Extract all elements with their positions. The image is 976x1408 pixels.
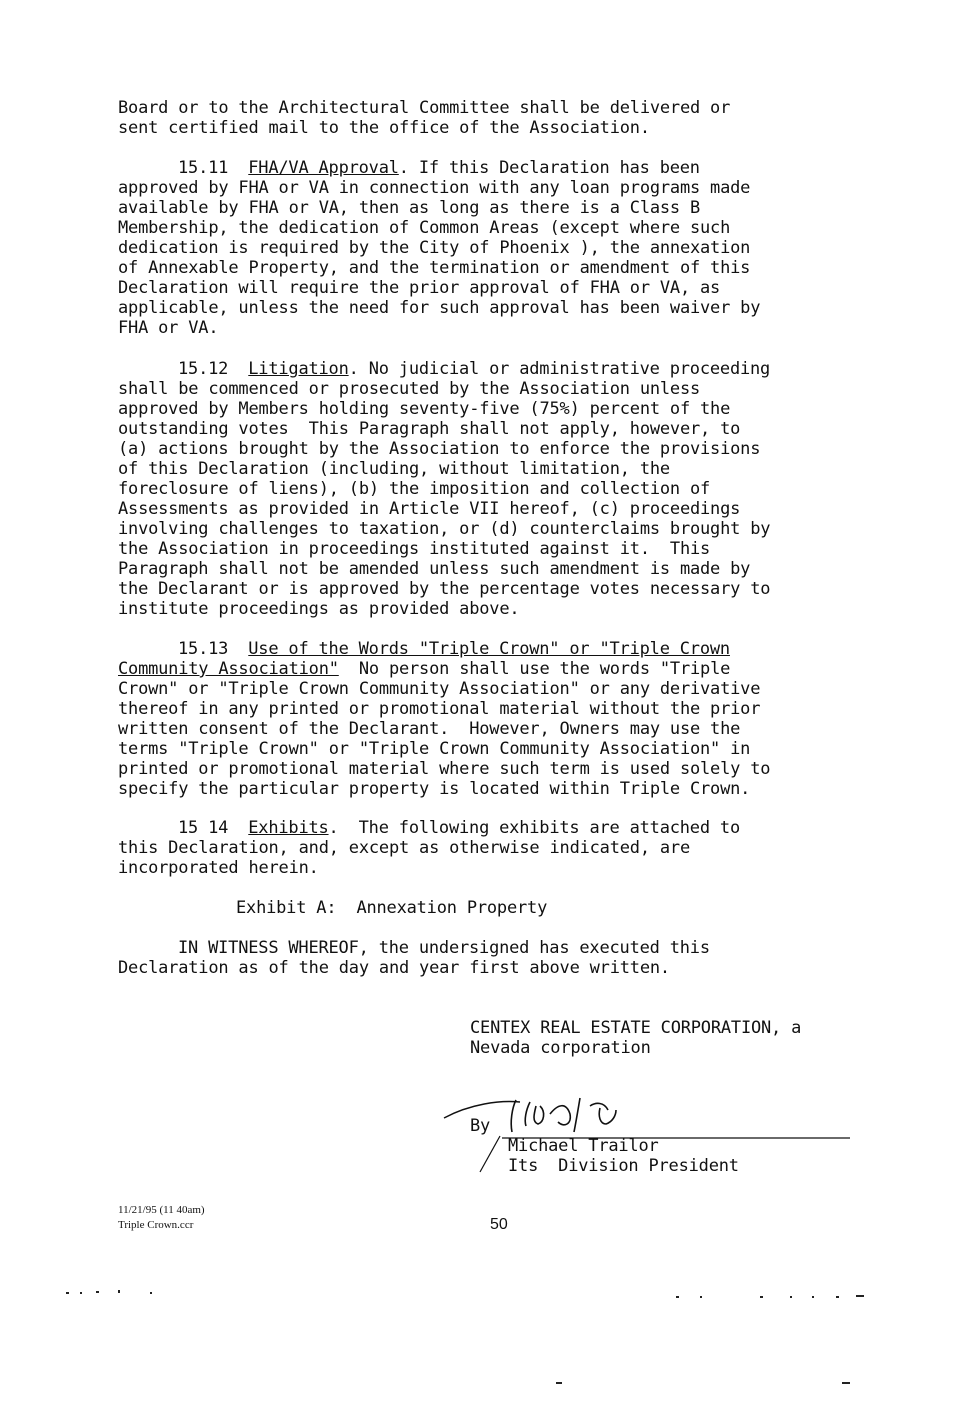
paragraph-line: thereof in any printed or promotional material without the prior [118, 699, 761, 719]
paragraph-line: (a) actions brought by the Association to enforce the provisions [118, 439, 761, 459]
page-number: 50 [490, 1216, 508, 1233]
paragraph-line: specify the particular property is located within Triple Crown. [118, 779, 751, 799]
paragraph-line: outstanding votes This Paragraph shall not apply, however, to [118, 419, 741, 439]
section-number: 15.12 [178, 359, 229, 379]
paragraph-line: foreclosure of liens), (b) the imposition and collection of [118, 479, 711, 499]
paragraph-line: Paragraph shall not be amended unless such amendment is made by [118, 559, 751, 579]
intro-line-1: Board or to the Architectural Committee shall be delivered or [118, 98, 731, 118]
section-number: 15.13 [178, 639, 229, 659]
paragraph-line: institute proceedings as provided above. [118, 599, 520, 619]
paragraph-line: the Association in proceedings instituted against it. This [118, 539, 711, 559]
footer-date-line: 11/21/95 (11 40am) [118, 1204, 205, 1216]
paragraph-line: terms "Triple Crown" or "Triple Crown Community Association" in [118, 739, 751, 759]
section-number: 15 14 [178, 818, 229, 838]
section-heading: Litigation [248, 359, 349, 379]
signer-name: Michael Trailor [508, 1136, 659, 1156]
section-first-line-text: . No judicial or administrative proceeding [348, 359, 771, 379]
exhibit-label: Exhibit A: [236, 898, 337, 918]
company-line-2: Nevada corporation [470, 1038, 651, 1058]
exhibit-title: Annexation Property [356, 898, 548, 918]
paragraph-line: this Declaration, and, except as otherwise indicated, are [118, 838, 690, 858]
paragraph-line: the Declarant or is approved by the percentage votes necessary to [118, 579, 771, 599]
by-label: By [470, 1116, 491, 1136]
section-first-line-text: . The following exhibits are attached to [328, 818, 740, 838]
paragraph-line: of Annexable Property, and the termination or amendment of this [118, 258, 751, 278]
section-heading-line-1: Use of the Words "Triple Crown" or "Triple Crown [248, 639, 730, 659]
paragraph-line: incorporated herein. [118, 858, 319, 878]
paragraph-line: dedication is required by the City of Phoenix ), the annexation [118, 238, 751, 258]
paragraph-line: shall be commenced or prosecuted by the Association unless [118, 379, 701, 399]
paragraph-line: FHA or VA. [118, 318, 219, 338]
paragraph-line: printed or promotional material where such term is used solely to [118, 759, 771, 779]
paragraph-line: approved by FHA or VA in connection with any loan programs made [118, 178, 751, 198]
paragraph-line: involving challenges to taxation, or (d) counterclaims brought by [118, 519, 771, 539]
section-first-line-text: . If this Declaration has been [398, 158, 700, 178]
paragraph-line: Assessments as provided in Article VII hereof, (c) proceedings [118, 499, 741, 519]
section-heading: Exhibits [248, 818, 329, 838]
section-heading-line-2: Community Association" [118, 659, 339, 679]
paragraph-line: Membership, the dedication of Common Areas (except where such [118, 218, 731, 238]
paragraph-line: available by FHA or VA, then as long as there is a Class B [118, 198, 701, 218]
intro-line-2: sent certified mail to the office of the Association. [118, 118, 650, 138]
company-line-1: CENTEX REAL ESTATE CORPORATION, a [470, 1018, 802, 1038]
witness-line-1: IN WITNESS WHEREOF, the undersigned has executed this [178, 938, 710, 958]
signer-title: Its Division President [508, 1156, 739, 1176]
section-number: 15.11 [178, 158, 229, 178]
paragraph-line: approved by Members holding seventy-five (75%) percent of the [118, 399, 731, 419]
section-heading: FHA/VA Approval [248, 158, 399, 178]
paragraph-line: Declaration will require the prior approval of FHA or VA, as [118, 278, 721, 298]
paragraph-line: applicable, unless the need for such approval has been waiver by [118, 298, 761, 318]
paragraph-line: of this Declaration (including, without limitation, the [118, 459, 670, 479]
paragraph-line: Crown" or "Triple Crown Community Association" or any derivative [118, 679, 761, 699]
footer-file-name: Triple Crown.ccr [118, 1219, 194, 1231]
section-second-line-text: No person shall use the words "Triple [338, 659, 731, 679]
witness-line-2: Declaration as of the day and year first above written. [118, 958, 670, 978]
paragraph-line: written consent of the Declarant. However, Owners may use the [118, 719, 741, 739]
